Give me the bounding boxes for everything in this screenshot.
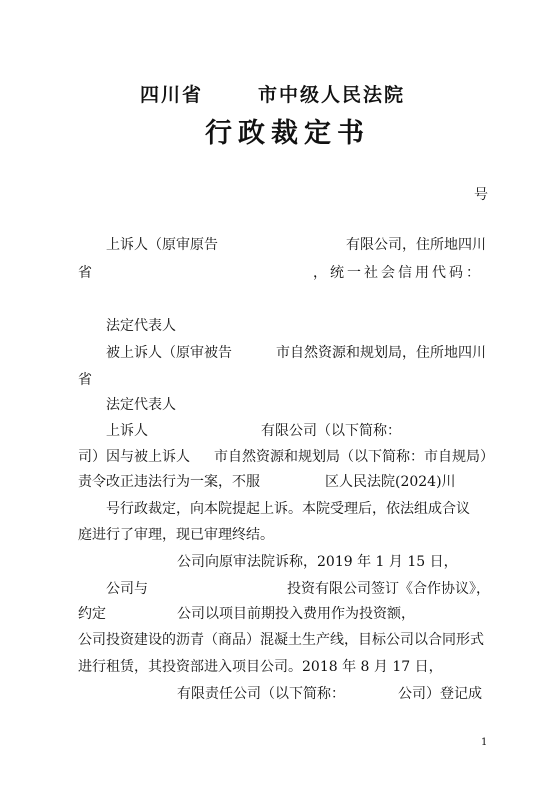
text-line: 进行租赁，其投资部进入项目公司。2018 年 8 月 17 日，	[78, 659, 443, 675]
text-line: 庭进行了审理，现已审理终结。	[78, 527, 274, 543]
text-line: 市自然资源和规划局（以下简称：市自规局）	[214, 449, 494, 465]
text-line: 上诉人（原审原告	[106, 237, 218, 253]
text-line: 公司向原审法院诉称，2019 年 1 月 15 日，	[177, 554, 458, 570]
document-title: 行政裁定书	[205, 118, 370, 149]
text-line: 号行政裁定，向本院提起上诉。本院受理后，依法组成合议	[106, 501, 470, 517]
text-line: 约定	[78, 606, 106, 622]
court-name: 市中级人民法院	[258, 84, 406, 106]
text-line: 上诉人	[106, 423, 148, 439]
text-line: 省	[78, 372, 92, 388]
court-province: 四川省	[140, 84, 204, 106]
text-line: 区人民法院(2024)川	[325, 474, 456, 490]
text-line: 省	[78, 265, 92, 281]
text-line: 有限公司，住所地四川	[346, 237, 486, 253]
text-line: 市自然资源和规划局，住所地四川	[276, 345, 486, 361]
text-line: 法定代表人	[106, 397, 176, 413]
text-line: 有限责任公司（以下简称：	[177, 686, 345, 702]
text-line: 公司以项目前期投入费用作为投资额，	[177, 606, 415, 622]
text-line: 有限公司（以下简称：	[261, 423, 401, 439]
case-number: 号	[474, 187, 488, 203]
text-line: 法定代表人	[106, 318, 176, 334]
text-line: 公司与	[106, 581, 148, 597]
text-line: 司）因与被上诉人	[78, 449, 190, 465]
text-line: 责令改正违法行为一案，不服	[78, 474, 260, 490]
page-number: 1	[481, 737, 488, 748]
text-line: 投资有限公司签订《合作协议》，	[287, 581, 490, 597]
text-line: 公司）登记成	[398, 686, 482, 702]
text-line: 公司投资建设的沥青（商品）混凝土生产线，目标公司以合同形式	[78, 632, 484, 648]
text-line: ，统一社会信用代码：	[313, 265, 483, 281]
text-line: 被上诉人（原审被告	[106, 345, 232, 361]
